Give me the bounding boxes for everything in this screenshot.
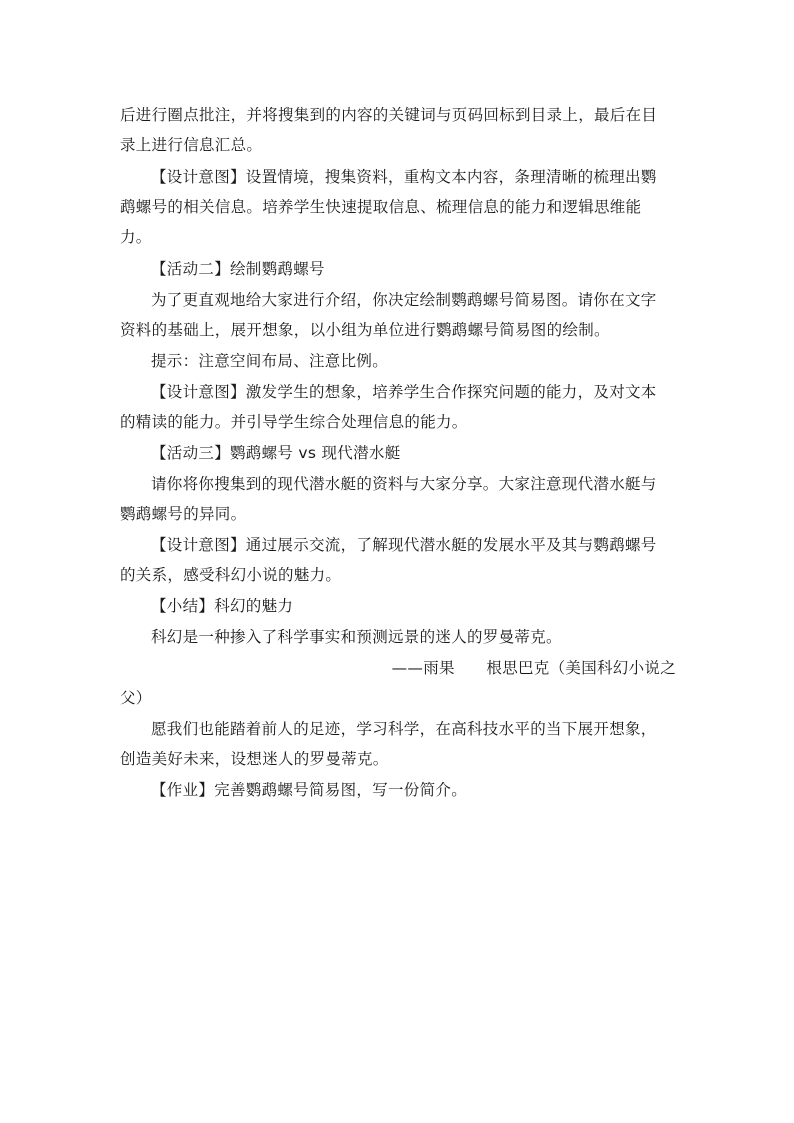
text-line: 鹉螺号的相关信息。培养学生快速提取信息、梳理信息的能力和逻辑思维能 (120, 198, 642, 216)
paragraph-activity-2-body (120, 285, 680, 345)
text-line: 的关系，感受科幻小说的魅力。 (120, 566, 342, 584)
heading-activity-3 (120, 438, 680, 468)
text-line: 【设计意图】通过展示交流，了解现代潜水艇的发展水平及其与鹦鹉螺号 (151, 536, 657, 554)
text-line: 的精读的能力。并引导学生综合处理信息的能力。 (120, 413, 468, 431)
text-line: 科幻是一种掺入了科学事实和预测远景的迷人的罗曼蒂克。 (151, 628, 562, 646)
paragraph-hint (120, 346, 680, 376)
text-line: 后进行圈点批注，并将搜集到的内容的关键词与页码回标到目录上，最后在目 (120, 106, 658, 124)
paragraph-design-intent-2 (120, 377, 680, 437)
paragraph-quote-attribution (120, 653, 680, 713)
text-line: 【设计意图】设置情境，搜集资料，重构文本内容，条理清晰的梳理出鹦 (151, 168, 657, 186)
text-line: 为了更直观地给大家进行介绍，你决定绘制鹦鹉螺号简易图。请你在文字 (151, 291, 657, 309)
text-line: 【设计意图】激发学生的想象，培养学生合作探究问题的能力，及对文本 (151, 383, 657, 401)
text-line: 愿我们也能踏着前人的足迹，学习科学，在高科技水平的当下展开想象， (151, 720, 657, 738)
text-line: ——雨果 根思巴克（美国科幻小说之 (391, 659, 676, 677)
paragraph-activity-3-body (120, 469, 680, 529)
text-line: 录上进行信息汇总。 (120, 136, 263, 154)
text-line: 创造美好未来，设想迷人的罗曼蒂克。 (120, 750, 389, 768)
paragraph-homework (120, 775, 680, 805)
paragraph-design-intent-1 (120, 162, 680, 252)
paragraph-closing (120, 714, 680, 774)
heading-activity-2 (120, 254, 680, 284)
heading-summary (120, 591, 680, 621)
text-line: 【小结】科幻的魅力 (151, 597, 294, 615)
text-line: 【活动三】鹦鹉螺号 vs 现代潜水艇 (151, 444, 401, 462)
text-line: 【作业】完善鹦鹉螺号简易图，写一份简介。 (151, 781, 468, 799)
text-line: 力。 (120, 228, 152, 246)
text-line: 提示：注意空间布局、注意比例。 (151, 352, 389, 370)
text-line: 父） (120, 689, 152, 707)
text-line: 资料的基础上，展开想象，以小组为单位进行鹦鹉螺号简易图的绘制。 (120, 321, 610, 339)
text-line: 请你将你搜集到的现代潜水艇的资料与大家分享。大家注意现代潜水艇与 (151, 475, 657, 493)
text-line: 【活动二】绘制鹦鹉螺号 (151, 260, 325, 278)
paragraph-design-intent-3 (120, 530, 680, 590)
paragraph-quote (120, 622, 680, 652)
text-line: 鹦鹉螺号的异同。 (120, 505, 247, 523)
paragraph-intro (120, 100, 680, 160)
